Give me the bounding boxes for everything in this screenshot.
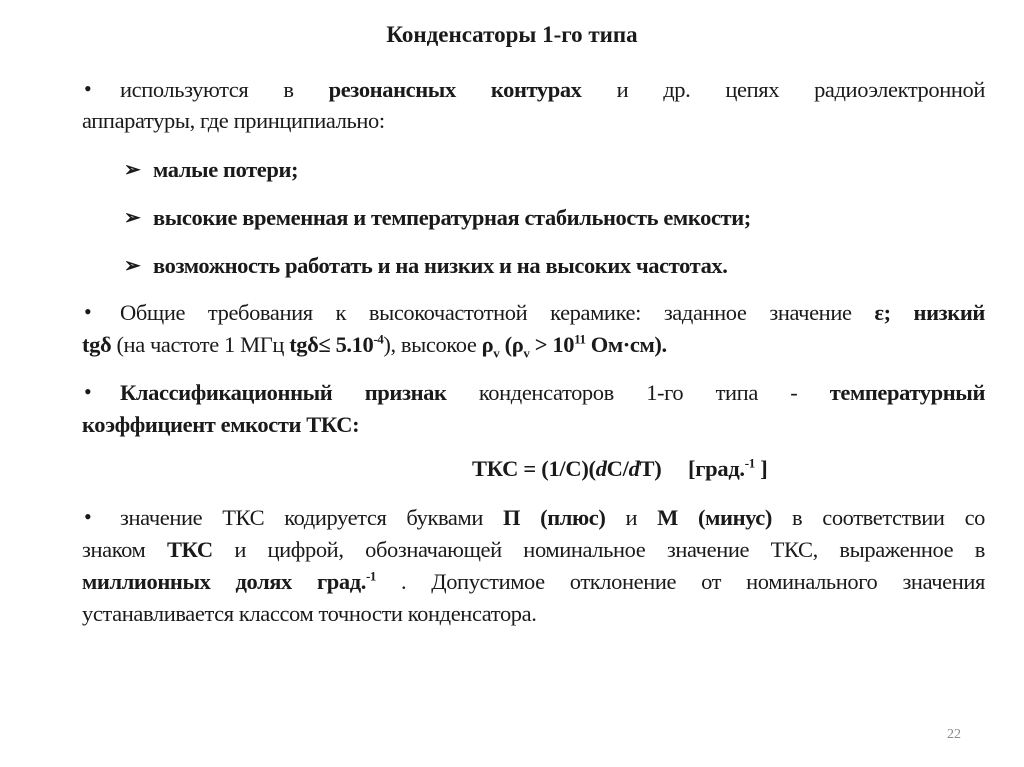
- text-run: аппаратуры, где принципиально:: [82, 108, 385, 133]
- text-run: ТКС = (1/С)(: [472, 456, 596, 481]
- text-run: -1: [744, 455, 755, 471]
- text-run: . Допустимое отклонение от номинального значения: [375, 569, 985, 594]
- text-run: устанавливается классом точности конденсатора.: [82, 601, 537, 626]
- text-run: Общие требования к высокочастотной керамике: заданное значение: [120, 300, 875, 325]
- text-run: и цифрой, обозначающей номинальное значение ТКС, выраженное в: [212, 537, 986, 562]
- paragraph-line: [82, 568, 985, 596]
- arrow-bullet-icon: ➢: [124, 207, 141, 229]
- text-run: С/: [606, 456, 629, 481]
- bullet: •: [84, 379, 92, 404]
- text-run: 11: [574, 331, 586, 347]
- text-run: в соответствии со: [772, 505, 986, 530]
- sub-list-item: малые потери;: [153, 157, 299, 182]
- paragraph-line: [82, 411, 985, 439]
- text-run: (ρ: [499, 332, 524, 357]
- bullet: •: [84, 76, 92, 101]
- paragraph-line: [120, 504, 985, 532]
- text-run: температурный: [829, 380, 986, 405]
- text-run: коэффициент емкости ТКС:: [82, 412, 360, 437]
- bullet: •: [84, 299, 92, 324]
- text-run: d: [595, 456, 607, 481]
- text-run: М (минус): [657, 505, 772, 530]
- page-number: 22: [947, 727, 961, 742]
- text-run: v: [493, 345, 500, 361]
- text-run: ]: [754, 456, 768, 481]
- text-run: Т) [град.: [639, 456, 745, 481]
- sub-list-item: высокие временная и температурная стабильность емкости;: [153, 205, 751, 230]
- text-run: tgδ≤ 5.10: [289, 332, 374, 357]
- paragraph-line: [82, 600, 985, 628]
- text-run: Классификационный признак: [120, 380, 447, 405]
- text-run: (на частоте 1 МГц: [111, 332, 290, 357]
- text-run: v: [523, 345, 530, 361]
- text-run: резонансных контурах: [328, 77, 582, 102]
- text-run: и др. цепях радиоэлектронной: [581, 77, 985, 102]
- arrow-bullet-icon: ➢: [124, 159, 141, 181]
- text-run: ТКС: [166, 537, 213, 562]
- text-run: используются в: [120, 77, 329, 102]
- text-run: tgδ: [82, 332, 112, 357]
- slide-title: Конденсаторы 1-го типа: [386, 22, 638, 47]
- text-run: ε; низкий: [874, 300, 985, 325]
- paragraph-line: [120, 76, 985, 104]
- paragraph-line: [82, 536, 985, 564]
- text-run: -4: [373, 331, 384, 347]
- text-run: значение ТКС кодируется буквами: [120, 505, 504, 530]
- text-run: Ом·см).: [585, 332, 667, 357]
- formula: [472, 456, 768, 482]
- text-run: ), высокое: [383, 332, 482, 357]
- paragraph-line: [82, 107, 985, 135]
- sub-list-item: возможность работать и на низких и на высоких частотах.: [153, 253, 728, 278]
- arrow-bullet-icon: ➢: [124, 255, 141, 277]
- bullet: •: [84, 504, 92, 529]
- text-run: знаком: [82, 537, 167, 562]
- paragraph-line: [120, 299, 985, 327]
- text-run: > 10: [529, 332, 575, 357]
- text-run: d: [628, 456, 640, 481]
- text-run: и: [605, 505, 658, 530]
- text-run: ρ: [481, 332, 494, 357]
- paragraph-line: [82, 331, 985, 359]
- text-run: -1: [365, 568, 376, 584]
- text-run: миллионных долях град.: [82, 569, 366, 594]
- text-run: П (плюс): [503, 505, 606, 530]
- paragraph-line: [120, 379, 985, 407]
- text-run: конденсаторов 1-го типа -: [446, 380, 830, 405]
